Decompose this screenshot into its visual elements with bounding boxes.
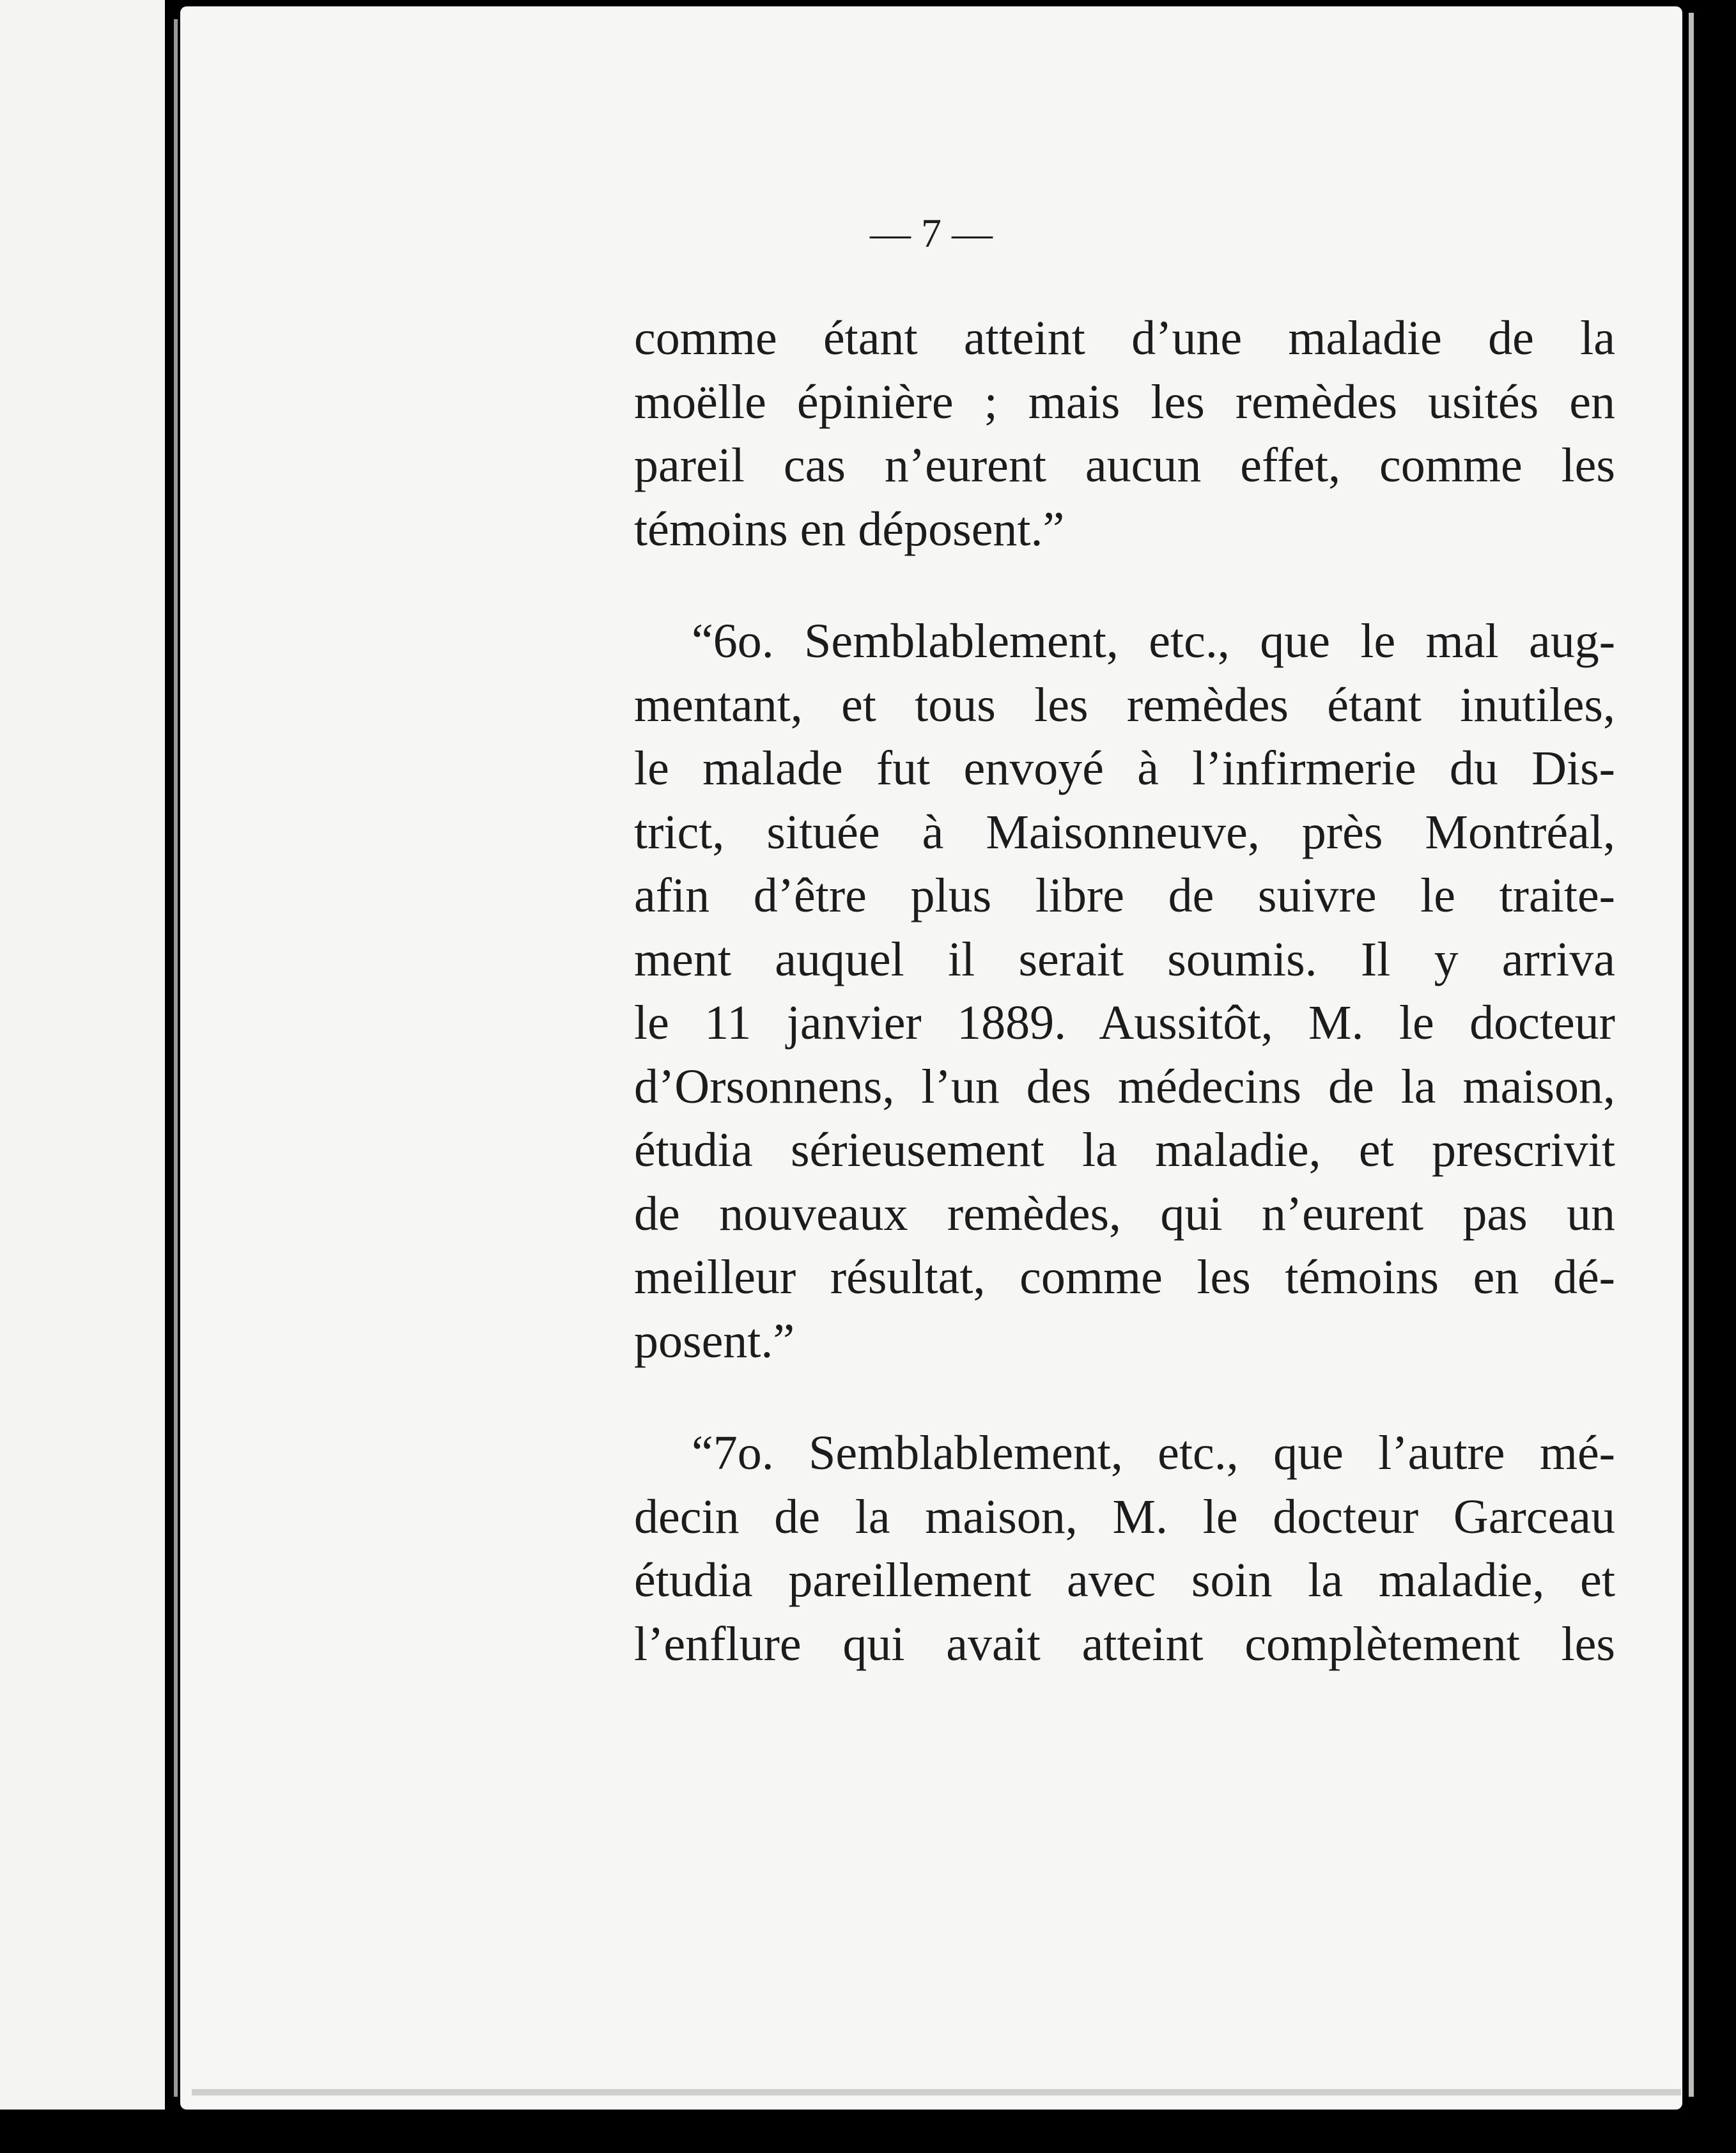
text-line: de nouveaux remèdes, qui n’eurent pas un xyxy=(634,1186,1615,1241)
text-line: comme étant atteint d’une maladie de la xyxy=(634,311,1615,365)
text-line: meilleur résultat, comme les témoins en dé- xyxy=(634,1250,1615,1304)
paragraph-6-first-line: “6o. Semblablement, etc., que le mal aug- xyxy=(692,614,1615,668)
paragraph-gap xyxy=(634,561,1615,610)
text-line: étudia pareillement avec soin la maladie, et xyxy=(634,1553,1615,1607)
paragraph-7-first-line: “7o. Semblablement, etc., que l’autre mé- xyxy=(692,1426,1615,1480)
text-line: trict, située à Maisonneuve, près Montréal, xyxy=(634,805,1615,859)
body-text xyxy=(634,307,1615,1676)
paragraph-gap xyxy=(634,1373,1615,1422)
book-page xyxy=(180,6,1682,2110)
text-line: moëlle épinière ; mais les remèdes usités en xyxy=(634,375,1615,429)
page-right-edge xyxy=(1689,13,1694,2097)
text-line: pareil cas n’eurent aucun effet, comme les xyxy=(634,439,1615,492)
text-line: témoins en déposent.” xyxy=(634,502,1065,556)
text-line: étudia sérieusement la maladie, et prescrivit xyxy=(634,1123,1615,1177)
text-line: d’Orsonnens, l’un des médecins de la maison, xyxy=(634,1059,1615,1114)
text-line: mentant, et tous les remèdes étant inutiles, xyxy=(634,678,1615,732)
text-line: le 11 janvier 1889. Aussitôt, M. le docteur xyxy=(634,996,1615,1050)
text-line: le malade fut envoyé à l’infirmerie du Dis- xyxy=(634,742,1615,795)
spine-line xyxy=(174,19,178,2097)
text-line: decin de la maison, M. le docteur Garceau xyxy=(634,1489,1615,1544)
page-number: — 7 — xyxy=(870,210,993,256)
text-line: afin d’être plus libre de suivre le traite- xyxy=(634,869,1615,922)
text-line: l’enflure qui avait atteint complètement les xyxy=(634,1617,1615,1671)
text-line: posent.” xyxy=(634,1314,795,1368)
text-line: ment auquel il serait soumis. Il y arriva xyxy=(634,932,1615,986)
page-bottom-edge xyxy=(192,2089,1681,2095)
left-page-edge xyxy=(0,0,165,2110)
